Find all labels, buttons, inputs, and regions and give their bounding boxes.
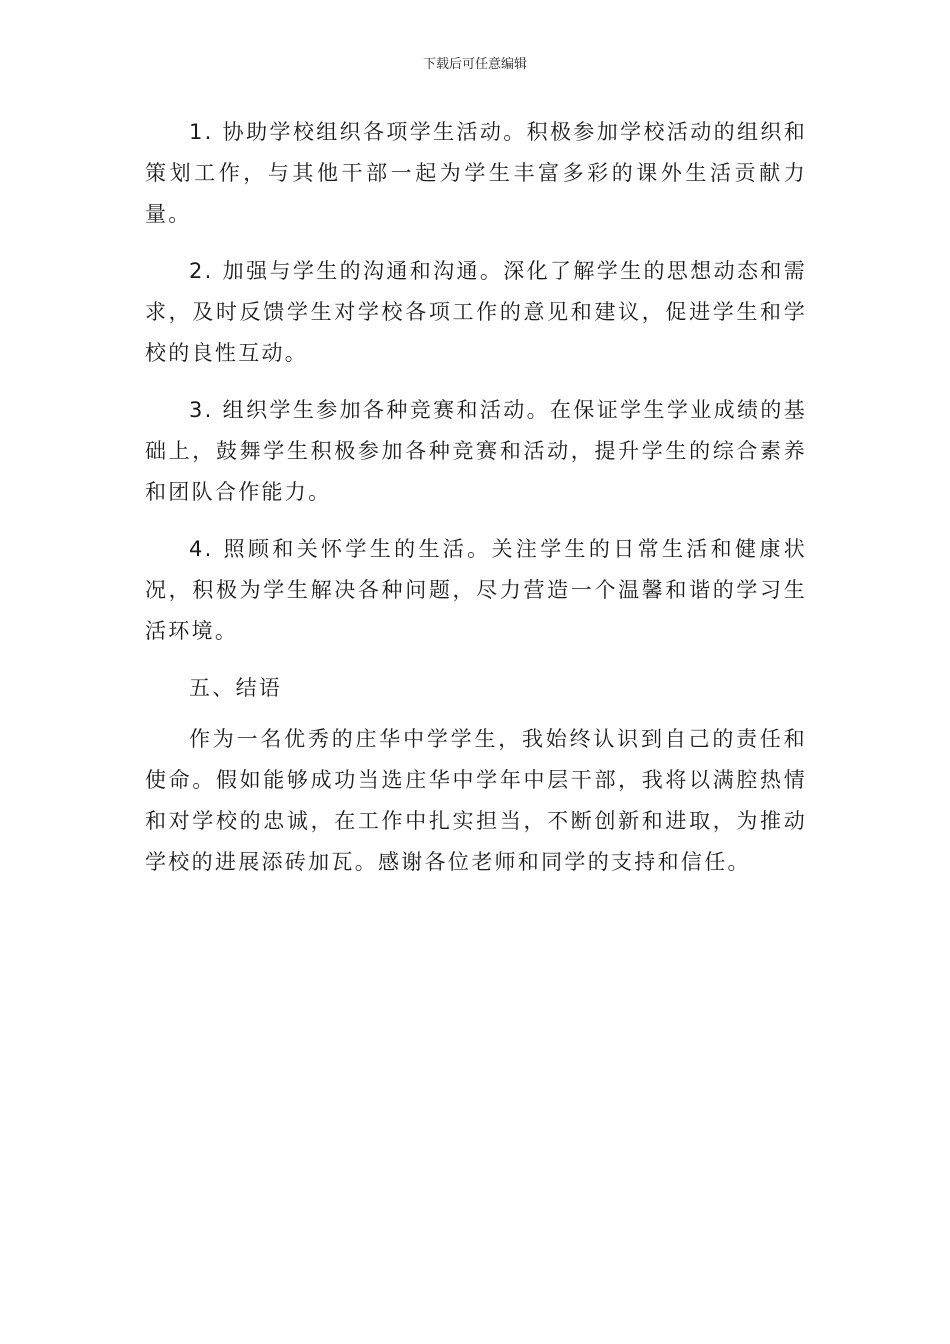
section-heading: 五、结语	[189, 676, 283, 700]
document-body	[145, 112, 807, 899]
page-header-note: 下载后可任意编辑	[422, 57, 527, 72]
list-item-1: 1. 协助学校组织各项学生活动。积极参加学校活动的组织和策划工作，与其他干部一起为学生丰富多彩的课外生活贡献力量。	[145, 120, 807, 226]
list-item-3: 3. 组织学生参加各种竞赛和活动。在保证学生学业成绩的基础上，鼓舞学生积极参加各种竞赛和活动，提升学生的综合素养和团队合作能力。	[145, 398, 807, 504]
conclusion-paragraph: 作为一名优秀的庄华中学学生，我始终认识到自己的责任和使命。假如能够成功当选庄华中学年中层干部，我将以满腔热情和对学校的忠诚，在工作中扎实担当，不断创新和进取，为推动学校的进展添砖加瓦。感谢各位老师和同学的支持和信任。	[145, 727, 807, 874]
list-item-4: 4. 照顾和关怀学生的生活。关注学生的日常生活和健康状况，积极为学生解决各种问题，尽力营造一个温馨和谐的学习生活环境。	[145, 537, 807, 643]
list-item-2: 2. 加强与学生的沟通和沟通。深化了解学生的思想动态和需求，及时反馈学生对学校各项工作的意见和建议，促进学生和学校的良性互动。	[145, 259, 807, 365]
